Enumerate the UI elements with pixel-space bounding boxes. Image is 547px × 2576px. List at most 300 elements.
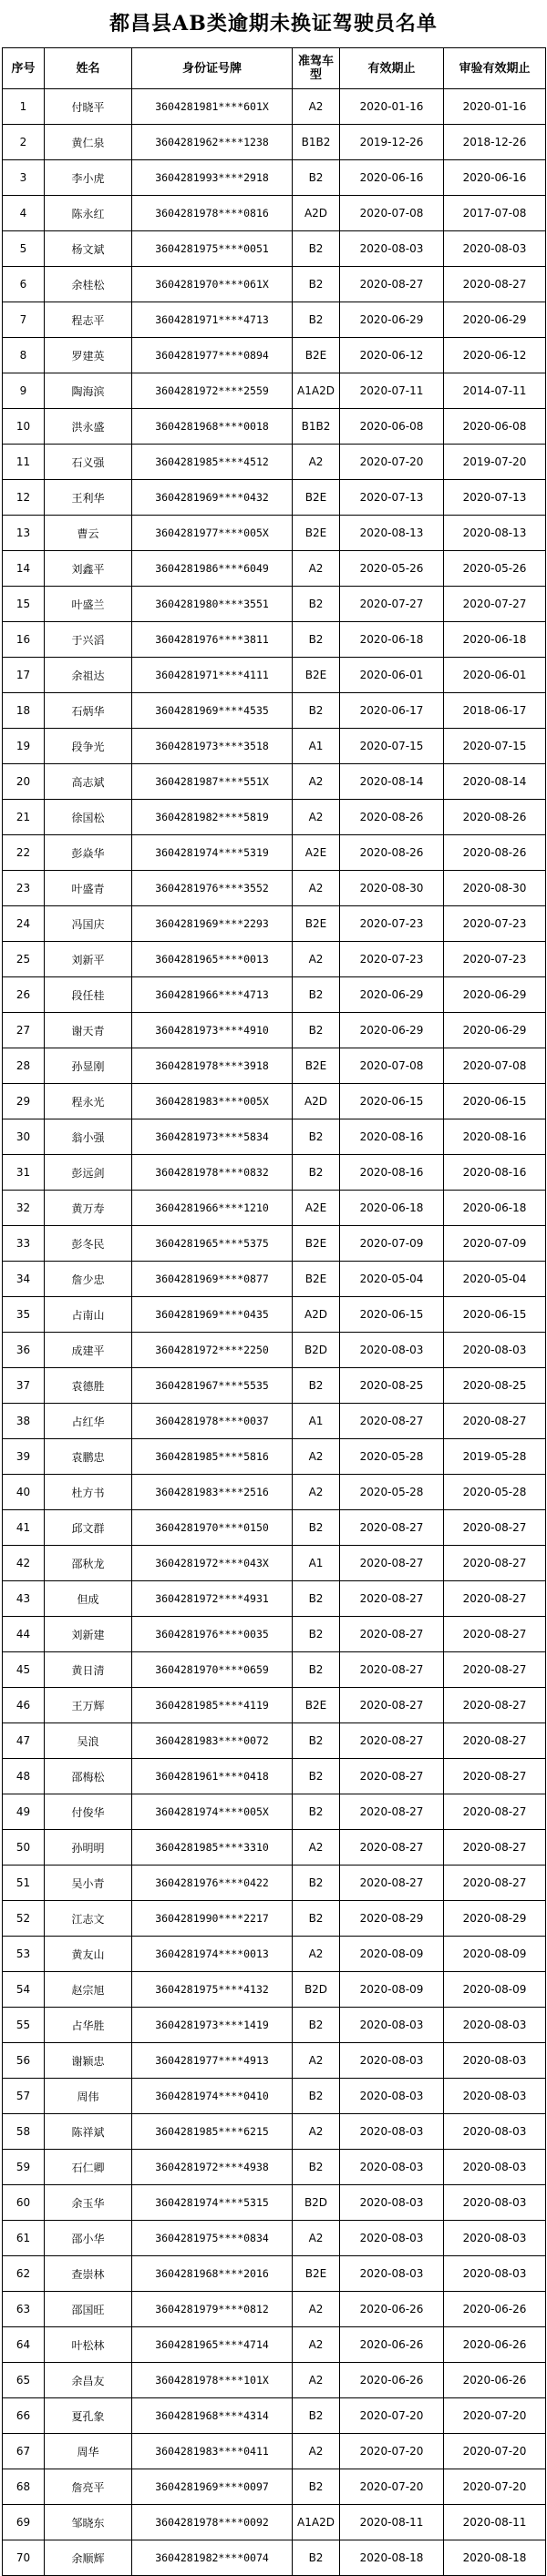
cell-name: 付晓平 (45, 89, 132, 125)
table-row (3, 1688, 546, 1723)
cell-license-class: B2E (293, 1688, 340, 1723)
cell-valid-until: 2020-08-27 (340, 1866, 444, 1901)
table-row (3, 338, 546, 373)
cell-inspection-valid-until: 2020-08-03 (444, 2256, 546, 2292)
cell-name: 谢颖忠 (45, 2043, 132, 2079)
cell-valid-until: 2020-08-27 (340, 1510, 444, 1546)
cell-index: 49 (3, 1794, 45, 1830)
cell-inspection-valid-until: 2020-08-09 (444, 1937, 546, 1972)
cell-index: 43 (3, 1581, 45, 1617)
cell-name: 李小虎 (45, 160, 132, 196)
cell-id-number: 3604281985****4512 (132, 445, 293, 480)
cell-index: 38 (3, 1404, 45, 1439)
cell-inspection-valid-until: 2020-06-08 (444, 409, 546, 445)
cell-license-class: B2 (293, 2079, 340, 2114)
table-row (3, 196, 546, 231)
cell-index: 68 (3, 2469, 45, 2505)
cell-index: 52 (3, 1901, 45, 1937)
cell-index: 60 (3, 2185, 45, 2221)
cell-name: 高志斌 (45, 764, 132, 800)
cell-id-number: 3604281971****4111 (132, 658, 293, 693)
cell-inspection-valid-until: 2020-08-27 (444, 1652, 546, 1688)
cell-inspection-valid-until: 2020-08-03 (444, 231, 546, 267)
cell-name: 刘鑫平 (45, 551, 132, 587)
cell-license-class: A2 (293, 445, 340, 480)
cell-valid-until: 2020-08-26 (340, 835, 444, 871)
cell-index: 24 (3, 906, 45, 942)
cell-valid-until: 2020-08-27 (340, 1404, 444, 1439)
cell-inspection-valid-until: 2020-08-27 (444, 1723, 546, 1759)
cell-name: 程志平 (45, 302, 132, 338)
table-row (3, 1972, 546, 2008)
cell-id-number: 3604281975****0834 (132, 2221, 293, 2256)
cell-name: 吴浪 (45, 1723, 132, 1759)
cell-inspection-valid-until: 2020-07-15 (444, 729, 546, 764)
cell-inspection-valid-until: 2020-08-27 (444, 1617, 546, 1652)
cell-index: 48 (3, 1759, 45, 1794)
cell-name: 余玉华 (45, 2185, 132, 2221)
cell-valid-until: 2020-05-26 (340, 551, 444, 587)
cell-valid-until: 2020-06-29 (340, 977, 444, 1013)
cell-id-number: 3604281974****005X (132, 1794, 293, 1830)
header-valid-until: 有效期止 (340, 48, 444, 89)
cell-name: 孙显刚 (45, 1048, 132, 1084)
cell-name: 黄友山 (45, 1937, 132, 1972)
cell-id-number: 3604281970****0659 (132, 1652, 293, 1688)
cell-valid-until: 2020-08-27 (340, 1688, 444, 1723)
table-row (3, 2185, 546, 2221)
table-row (3, 1830, 546, 1866)
cell-index: 69 (3, 2505, 45, 2540)
cell-inspection-valid-until: 2020-08-14 (444, 764, 546, 800)
cell-name: 叶盛青 (45, 871, 132, 906)
cell-inspection-valid-until: 2020-08-27 (444, 1688, 546, 1723)
cell-inspection-valid-until: 2020-08-27 (444, 1581, 546, 1617)
table-header-row (3, 48, 546, 89)
cell-license-class: B2 (293, 1794, 340, 1830)
cell-index: 3 (3, 160, 45, 196)
cell-index: 13 (3, 516, 45, 551)
table-row (3, 480, 546, 516)
cell-valid-until: 2020-08-03 (340, 2185, 444, 2221)
cell-license-class: B2 (293, 1581, 340, 1617)
cell-license-class: B2 (293, 231, 340, 267)
table-row (3, 2150, 546, 2185)
cell-index: 55 (3, 2008, 45, 2043)
cell-valid-until: 2020-05-04 (340, 1262, 444, 1297)
cell-valid-until: 2020-08-27 (340, 1830, 444, 1866)
table-row (3, 2008, 546, 2043)
table-row (3, 906, 546, 942)
cell-id-number: 3604281965****4714 (132, 2327, 293, 2363)
cell-license-class: A2 (293, 1830, 340, 1866)
table-row (3, 373, 546, 409)
table-row (3, 1759, 546, 1794)
cell-license-class: B2E (293, 658, 340, 693)
cell-index: 56 (3, 2043, 45, 2079)
cell-license-class: B2E (293, 1262, 340, 1297)
cell-index: 30 (3, 1119, 45, 1155)
cell-id-number: 3604281969****0877 (132, 1262, 293, 1297)
cell-name: 邱文群 (45, 1510, 132, 1546)
table-row (3, 267, 546, 302)
cell-inspection-valid-until: 2020-06-15 (444, 1084, 546, 1119)
table-row (3, 977, 546, 1013)
cell-inspection-valid-until: 2020-06-26 (444, 2327, 546, 2363)
cell-license-class: B2E (293, 1226, 340, 1262)
cell-license-class: A2 (293, 89, 340, 125)
table-row (3, 2398, 546, 2434)
cell-name: 程永光 (45, 1084, 132, 1119)
cell-license-class: B2 (293, 1866, 340, 1901)
cell-license-class: A2 (293, 2363, 340, 2398)
cell-inspection-valid-until: 2020-08-27 (444, 1546, 546, 1581)
cell-index: 65 (3, 2363, 45, 2398)
cell-valid-until: 2020-06-17 (340, 693, 444, 729)
cell-index: 39 (3, 1439, 45, 1475)
table-row (3, 1901, 546, 1937)
cell-index: 12 (3, 480, 45, 516)
cell-inspection-valid-until: 2020-06-26 (444, 2363, 546, 2398)
cell-id-number: 3604281987****551X (132, 764, 293, 800)
cell-inspection-valid-until: 2020-07-23 (444, 942, 546, 977)
cell-license-class: B1B2 (293, 409, 340, 445)
cell-inspection-valid-until: 2020-07-08 (444, 1048, 546, 1084)
cell-license-class: A1A2D (293, 373, 340, 409)
cell-valid-until: 2020-08-03 (340, 2008, 444, 2043)
table-row (3, 1368, 546, 1404)
cell-inspection-valid-until: 2020-06-29 (444, 302, 546, 338)
cell-id-number: 3604281969****2293 (132, 906, 293, 942)
cell-index: 50 (3, 1830, 45, 1866)
cell-valid-until: 2020-07-20 (340, 2398, 444, 2434)
cell-id-number: 3604281973****5834 (132, 1119, 293, 1155)
cell-valid-until: 2020-08-27 (340, 1652, 444, 1688)
cell-valid-until: 2020-08-30 (340, 871, 444, 906)
cell-index: 44 (3, 1617, 45, 1652)
table-row (3, 729, 546, 764)
cell-id-number: 3604281983****0072 (132, 1723, 293, 1759)
cell-inspection-valid-until: 2020-08-16 (444, 1155, 546, 1191)
cell-license-class: B2E (293, 516, 340, 551)
cell-inspection-valid-until: 2020-08-11 (444, 2505, 546, 2540)
cell-id-number: 3604281966****1210 (132, 1191, 293, 1226)
cell-inspection-valid-until: 2020-06-18 (444, 1191, 546, 1226)
cell-license-class: B2D (293, 1972, 340, 2008)
cell-id-number: 3604281962****1238 (132, 125, 293, 160)
cell-index: 32 (3, 1191, 45, 1226)
cell-valid-until: 2020-08-11 (340, 2505, 444, 2540)
cell-name: 余桂松 (45, 267, 132, 302)
cell-valid-until: 2020-08-03 (340, 2043, 444, 2079)
cell-inspection-valid-until: 2020-08-30 (444, 871, 546, 906)
table-row (3, 2114, 546, 2150)
cell-inspection-valid-until: 2020-01-16 (444, 89, 546, 125)
cell-name: 但成 (45, 1581, 132, 1617)
table-row (3, 1013, 546, 1048)
cell-valid-until: 2020-06-26 (340, 2327, 444, 2363)
cell-valid-until: 2020-06-29 (340, 1013, 444, 1048)
cell-license-class: B2 (293, 1617, 340, 1652)
cell-id-number: 3604281978****0832 (132, 1155, 293, 1191)
cell-license-class: A2D (293, 1297, 340, 1333)
header-inspection-valid-until: 审验有效期止 (444, 48, 546, 89)
cell-index: 27 (3, 1013, 45, 1048)
cell-index: 26 (3, 977, 45, 1013)
cell-valid-until: 2020-06-29 (340, 302, 444, 338)
cell-license-class: A2E (293, 1191, 340, 1226)
cell-index: 33 (3, 1226, 45, 1262)
table-row (3, 2505, 546, 2540)
cell-valid-until: 2020-08-27 (340, 267, 444, 302)
cell-inspection-valid-until: 2020-05-04 (444, 1262, 546, 1297)
cell-name: 石义强 (45, 445, 132, 480)
cell-id-number: 3604281979****0812 (132, 2292, 293, 2327)
cell-index: 57 (3, 2079, 45, 2114)
table-row (3, 302, 546, 338)
cell-inspection-valid-until: 2020-07-23 (444, 906, 546, 942)
cell-id-number: 3604281969****4535 (132, 693, 293, 729)
cell-inspection-valid-until: 2020-06-01 (444, 658, 546, 693)
cell-index: 4 (3, 196, 45, 231)
cell-inspection-valid-until: 2020-08-27 (444, 1866, 546, 1901)
cell-valid-until: 2020-08-09 (340, 1972, 444, 2008)
cell-index: 31 (3, 1155, 45, 1191)
cell-name: 刘新平 (45, 942, 132, 977)
cell-license-class: B2 (293, 160, 340, 196)
cell-index: 9 (3, 373, 45, 409)
cell-license-class: B2 (293, 1013, 340, 1048)
cell-index: 36 (3, 1333, 45, 1368)
cell-inspection-valid-until: 2020-07-13 (444, 480, 546, 516)
cell-valid-until: 2020-08-03 (340, 2256, 444, 2292)
table-row (3, 2256, 546, 2292)
cell-name: 罗建英 (45, 338, 132, 373)
cell-valid-until: 2020-08-14 (340, 764, 444, 800)
cell-id-number: 3604281985****5816 (132, 1439, 293, 1475)
cell-id-number: 3604281976****0422 (132, 1866, 293, 1901)
cell-license-class: A2 (293, 1475, 340, 1510)
cell-name: 占华胜 (45, 2008, 132, 2043)
cell-inspection-valid-until: 2020-06-29 (444, 977, 546, 1013)
cell-id-number: 3604281978****3918 (132, 1048, 293, 1084)
cell-license-class: A1 (293, 1404, 340, 1439)
cell-valid-until: 2020-07-11 (340, 373, 444, 409)
cell-license-class: B2E (293, 2256, 340, 2292)
cell-inspection-valid-until: 2020-06-16 (444, 160, 546, 196)
cell-valid-until: 2020-08-16 (340, 1119, 444, 1155)
cell-name: 查崇林 (45, 2256, 132, 2292)
cell-name: 叶盛兰 (45, 587, 132, 622)
cell-name: 邵国旺 (45, 2292, 132, 2327)
cell-name: 段争光 (45, 729, 132, 764)
table-row (3, 2221, 546, 2256)
cell-valid-until: 2020-08-27 (340, 1759, 444, 1794)
cell-id-number: 3604281978****101X (132, 2363, 293, 2398)
cell-inspection-valid-until: 2020-08-18 (444, 2540, 546, 2576)
cell-index: 54 (3, 1972, 45, 2008)
table-row (3, 1226, 546, 1262)
cell-index: 37 (3, 1368, 45, 1404)
cell-id-number: 3604281978****0816 (132, 196, 293, 231)
cell-valid-until: 2020-08-18 (340, 2540, 444, 2576)
cell-valid-until: 2020-07-23 (340, 942, 444, 977)
cell-valid-until: 2020-06-18 (340, 622, 444, 658)
cell-index: 29 (3, 1084, 45, 1119)
cell-license-class: A2D (293, 1084, 340, 1119)
cell-license-class: B2D (293, 2185, 340, 2221)
cell-inspection-valid-until: 2020-08-03 (444, 2008, 546, 2043)
driver-list-table (2, 47, 546, 2576)
cell-license-class: B2 (293, 1155, 340, 1191)
cell-valid-until: 2020-08-03 (340, 2079, 444, 2114)
cell-name: 夏孔象 (45, 2398, 132, 2434)
cell-inspection-valid-until: 2020-07-20 (444, 2398, 546, 2434)
cell-valid-until: 2020-08-27 (340, 1723, 444, 1759)
cell-index: 64 (3, 2327, 45, 2363)
cell-valid-until: 2020-06-12 (340, 338, 444, 373)
cell-inspection-valid-until: 2020-08-09 (444, 1972, 546, 2008)
table-row (3, 125, 546, 160)
cell-name: 段任桂 (45, 977, 132, 1013)
cell-valid-until: 2020-08-27 (340, 1581, 444, 1617)
cell-license-class: B2E (293, 906, 340, 942)
cell-inspection-valid-until: 2020-08-27 (444, 1759, 546, 1794)
table-row (3, 1617, 546, 1652)
cell-id-number: 3604281981****601X (132, 89, 293, 125)
cell-id-number: 3604281971****4713 (132, 302, 293, 338)
cell-index: 62 (3, 2256, 45, 2292)
cell-index: 19 (3, 729, 45, 764)
table-row (3, 658, 546, 693)
cell-index: 14 (3, 551, 45, 587)
header-id-number: 身份证号牌 (132, 48, 293, 89)
table-row (3, 445, 546, 480)
cell-index: 70 (3, 2540, 45, 2576)
cell-license-class: B2E (293, 338, 340, 373)
cell-index: 61 (3, 2221, 45, 2256)
cell-name: 杜方书 (45, 1475, 132, 1510)
cell-valid-until: 2020-08-27 (340, 1794, 444, 1830)
table-row (3, 1866, 546, 1901)
cell-valid-until: 2019-12-26 (340, 125, 444, 160)
cell-index: 17 (3, 658, 45, 693)
cell-id-number: 3604281972****4938 (132, 2150, 293, 2185)
cell-inspection-valid-until: 2019-07-20 (444, 445, 546, 480)
cell-name: 刘新建 (45, 1617, 132, 1652)
cell-license-class: A2D (293, 196, 340, 231)
cell-license-class: A2 (293, 2292, 340, 2327)
document-title: 都昌县AB类逾期未换证驾驶员名单 (109, 12, 438, 36)
cell-name: 王利华 (45, 480, 132, 516)
cell-inspection-valid-until: 2020-06-15 (444, 1297, 546, 1333)
cell-valid-until: 2020-06-26 (340, 2292, 444, 2327)
table-row (3, 1475, 546, 1510)
table-row (3, 871, 546, 906)
cell-valid-until: 2020-08-16 (340, 1155, 444, 1191)
cell-inspection-valid-until: 2020-07-09 (444, 1226, 546, 1262)
cell-id-number: 3604281968****4314 (132, 2398, 293, 2434)
table-row (3, 1439, 546, 1475)
cell-inspection-valid-until: 2018-12-26 (444, 125, 546, 160)
cell-inspection-valid-until: 2020-08-03 (444, 2114, 546, 2150)
table-row (3, 1723, 546, 1759)
cell-id-number: 3604281976****0035 (132, 1617, 293, 1652)
cell-license-class: B2 (293, 1901, 340, 1937)
cell-license-class: A2 (293, 942, 340, 977)
cell-index: 28 (3, 1048, 45, 1084)
table-row (3, 2434, 546, 2469)
table-row (3, 1297, 546, 1333)
cell-id-number: 3604281985****6215 (132, 2114, 293, 2150)
cell-inspection-valid-until: 2018-06-17 (444, 693, 546, 729)
cell-id-number: 3604281974****0410 (132, 2079, 293, 2114)
cell-name: 于兴滔 (45, 622, 132, 658)
table-row (3, 1937, 546, 1972)
table-row (3, 409, 546, 445)
header-index: 序号 (3, 48, 45, 89)
cell-valid-until: 2020-08-03 (340, 2150, 444, 2185)
table-row (3, 1404, 546, 1439)
cell-name: 黄仁泉 (45, 125, 132, 160)
cell-name: 石仁卿 (45, 2150, 132, 2185)
cell-inspection-valid-until: 2020-06-29 (444, 1013, 546, 1048)
cell-id-number: 3604281977****005X (132, 516, 293, 551)
cell-inspection-valid-until: 2020-07-20 (444, 2469, 546, 2505)
cell-license-class: A2 (293, 2327, 340, 2363)
cell-index: 10 (3, 409, 45, 445)
cell-valid-until: 2020-07-13 (340, 480, 444, 516)
cell-name: 占红华 (45, 1404, 132, 1439)
cell-index: 35 (3, 1297, 45, 1333)
cell-license-class: B2 (293, 2150, 340, 2185)
cell-license-class: B2 (293, 1368, 340, 1404)
cell-index: 63 (3, 2292, 45, 2327)
cell-name: 冯国庆 (45, 906, 132, 942)
cell-index: 6 (3, 267, 45, 302)
cell-index: 2 (3, 125, 45, 160)
cell-inspection-valid-until: 2020-08-16 (444, 1119, 546, 1155)
cell-license-class: B2 (293, 2008, 340, 2043)
table-row (3, 2327, 546, 2363)
cell-valid-until: 2020-07-15 (340, 729, 444, 764)
cell-id-number: 3604281975****4132 (132, 1972, 293, 2008)
cell-valid-until: 2020-07-23 (340, 906, 444, 942)
cell-license-class: B2 (293, 1652, 340, 1688)
cell-id-number: 3604281980****3551 (132, 587, 293, 622)
cell-name: 袁德胜 (45, 1368, 132, 1404)
cell-id-number: 3604281973****3518 (132, 729, 293, 764)
table-row (3, 1084, 546, 1119)
cell-id-number: 3604281973****1419 (132, 2008, 293, 2043)
cell-id-number: 3604281975****0051 (132, 231, 293, 267)
cell-inspection-valid-until: 2020-08-03 (444, 2150, 546, 2185)
table-row (3, 1333, 546, 1368)
cell-id-number: 3604281969****0435 (132, 1297, 293, 1333)
cell-index: 58 (3, 2114, 45, 2150)
cell-valid-until: 2020-08-29 (340, 1901, 444, 1937)
cell-id-number: 3604281965****5375 (132, 1226, 293, 1262)
cell-license-class: A2 (293, 2114, 340, 2150)
cell-name: 赵宗旭 (45, 1972, 132, 2008)
cell-name: 詹少忠 (45, 1262, 132, 1297)
cell-name: 成建平 (45, 1333, 132, 1368)
cell-license-class: A1A2D (293, 2505, 340, 2540)
cell-inspection-valid-until: 2020-08-26 (444, 800, 546, 835)
cell-valid-until: 2020-06-16 (340, 160, 444, 196)
cell-inspection-valid-until: 2014-07-11 (444, 373, 546, 409)
table-row (3, 942, 546, 977)
